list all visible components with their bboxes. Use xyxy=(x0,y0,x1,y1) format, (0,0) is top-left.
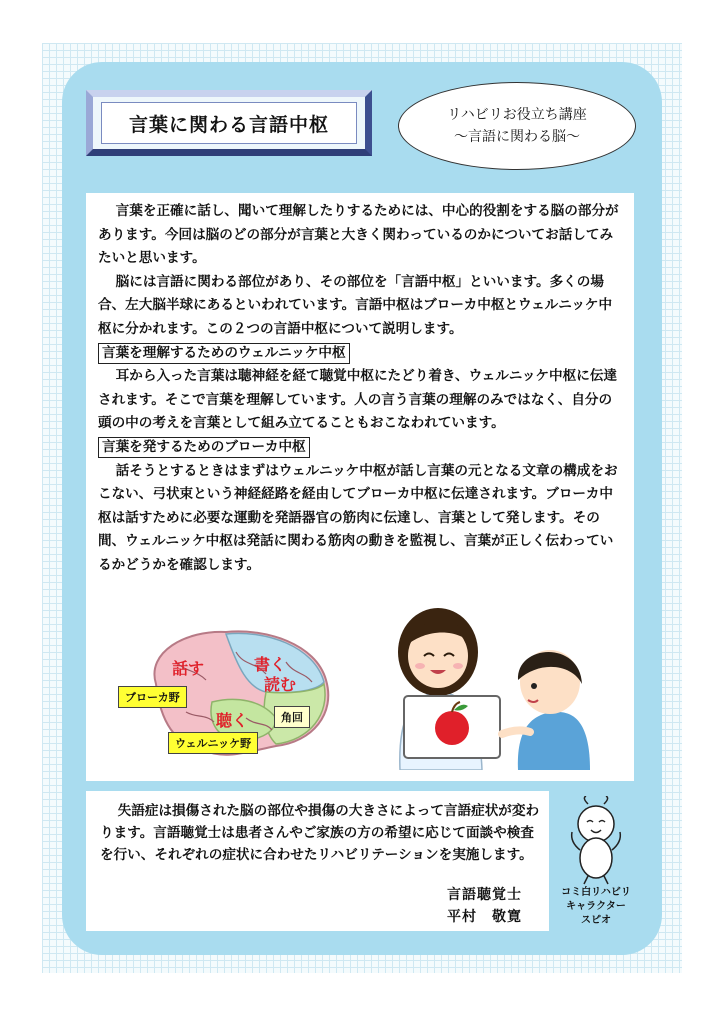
brain-label-read: 読む xyxy=(264,675,297,694)
paragraph-broca: 話そうとするときはまずはウェルニッケ中枢が話し言葉の元となる文章の構成をおこない、弓状束という神経経路を経由してブローカ中枢に伝達されます。ブローカ中枢は話すために必要な運動を発語器官の筋肉に伝達し、言葉として発します。その間、ウェルニッケ中枢は発話に関わる筋肉の動きを監視し、言葉が正しく伝わっているかどうかを確認します。 xyxy=(98,462,618,573)
paragraph-intro: 言葉を正確に話し、聞いて理解したりするためには、中心的役割をする脳の部分があります。今回は脳のどの部分が言葉と大きく関わっているのかについてお話してみたいと思います。 xyxy=(98,203,619,267)
angular-gyrus-label: 角回 xyxy=(274,706,310,728)
mascot-caption-line1: コミ白リハビリ xyxy=(561,887,631,898)
mascot-caption-line3: スピオ xyxy=(581,915,611,926)
paragraph-language-center: 脳には言語に関わる部位があり、その部位を「言語中枢」といいます。多くの場合、左大脳半球にあるといわれています。言語中枢はブローカ中枢とウェルニッケ中枢に分かれます。この２つの言語中枢について説明します。 xyxy=(98,273,613,337)
series-badge xyxy=(398,82,636,170)
brain-label-write: 書く xyxy=(254,655,287,674)
brain-illustration xyxy=(116,622,338,762)
series-subtitle: ～言語に関わる脳～ xyxy=(454,129,580,145)
paragraph-wernicke: 耳から入った言葉は聴神経を経て聴覚中枢にたどり着き、ウェルニッケ中枢に伝達されます。そこで言葉を理解しています。人の言う言葉の理解のみではなく、自分の頭の中の考えを言葉として組み立てることもおこなわれています。 xyxy=(98,368,618,432)
series-name: リハビリお役立ち講座 xyxy=(447,107,587,123)
page-title: 言葉に関わる言語中枢 xyxy=(101,102,357,144)
author-role: 言語聴覚士 xyxy=(447,887,522,903)
therapy-illustration xyxy=(390,600,590,770)
mascot-illustration xyxy=(566,796,626,886)
author-name: 平村 敬寛 xyxy=(447,909,522,925)
title-frame xyxy=(86,90,372,156)
heading-wernicke: 言葉を理解するためのウェルニッケ中枢 xyxy=(98,343,350,364)
mascot-caption-line2: キャラクター xyxy=(566,901,626,912)
footer-body xyxy=(100,800,544,866)
wernicke-area-label: ウェルニッケ野 xyxy=(168,732,258,754)
article-body xyxy=(98,200,624,578)
broca-area-label: ブローカ野 xyxy=(118,686,187,708)
brain-label-listen: 聴く xyxy=(216,711,249,730)
heading-broca: 言葉を発するためのブローカ中枢 xyxy=(98,437,310,458)
brain-label-speak: 話す xyxy=(172,659,205,678)
footer-paragraph: 失語症は損傷された脳の部位や損傷の大きさによって言語症状が変わります。言語聴覚士は患者さんやご家族の方の希望に応じて面談や検査を行い、それぞれの症状に合わせたリハビリテーションを実施します。 xyxy=(100,803,540,863)
mascot-drawing xyxy=(566,796,626,886)
mascot-caption xyxy=(558,886,634,928)
therapy-drawing xyxy=(390,600,590,770)
